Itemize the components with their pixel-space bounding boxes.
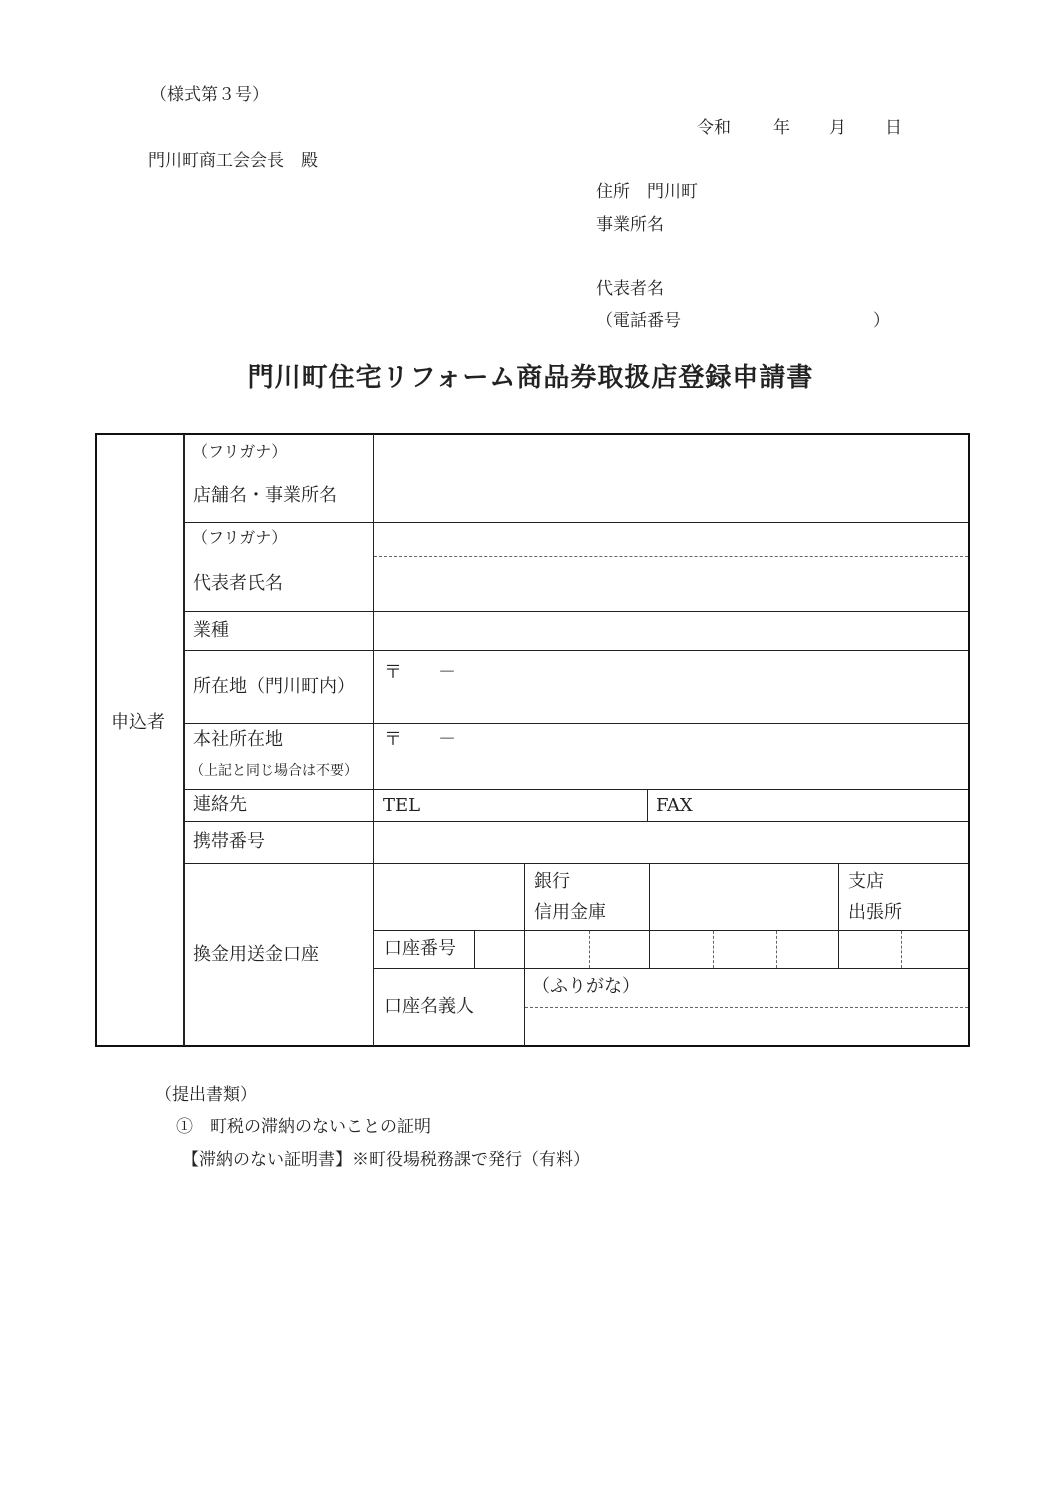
acct-cell-line-0 (474, 931, 475, 968)
row-line-4 (184, 723, 968, 724)
bank-account-label: 換金用送金口座 (193, 944, 319, 965)
contact-label: 連絡先 (193, 794, 247, 815)
industry-label: 業種 (193, 620, 229, 641)
bank-col-1 (524, 864, 525, 930)
bank-label: 銀行 (534, 871, 570, 892)
shop-name-label: 店舗名・事業所名 (193, 485, 337, 506)
acct-cell-line-2 (649, 931, 650, 968)
tel-fax-divider (647, 790, 648, 821)
credit-union-label: 信用金庫 (534, 902, 606, 923)
submission-docs-heading: （提出書類） (155, 1085, 257, 1105)
holder-dash (525, 1007, 968, 1008)
representative-label: 代表者名 (596, 279, 664, 299)
applicant-label: 申込者 (111, 712, 165, 733)
acct-cell-line-3 (838, 931, 839, 968)
acct-cell-dash-1 (589, 931, 590, 968)
date-year: 年 (773, 118, 790, 138)
col-line-label (373, 434, 374, 1046)
form-number: （様式第３号） (150, 85, 269, 105)
sub-branch-label: 出張所 (848, 902, 902, 923)
acct-cell-dash-4 (901, 931, 902, 968)
postal-mark-1: 〒 － (384, 662, 456, 683)
row-dash-furigana (374, 556, 968, 557)
bank-col-3 (838, 864, 839, 930)
row-line-2 (184, 611, 968, 612)
row-line-1 (184, 522, 968, 523)
acct-cell-line-1 (524, 931, 525, 968)
bank-col-2 (649, 864, 650, 930)
submission-doc-note: 【滞納のない証明書】※町役場税務課で発行（有料） (182, 1150, 590, 1170)
acct-cell-dash-2 (713, 931, 714, 968)
date-era: 令和 (697, 118, 731, 138)
account-holder-label: 口座名義人 (384, 996, 474, 1017)
hq-note: （上記と同じ場合は不要） (190, 763, 358, 779)
row-line-3 (184, 650, 968, 651)
fax-label: FAX (656, 795, 693, 816)
furigana-hiragana-label: （ふりがな） (532, 976, 640, 997)
account-number-label: 口座番号 (384, 938, 456, 959)
hq-location-label: 本社所在地 (193, 729, 283, 750)
date-day: 日 (885, 118, 902, 138)
row-line-5 (184, 789, 968, 790)
tel-label: TEL (383, 795, 421, 816)
acct-cell-dash-3 (776, 931, 777, 968)
furigana-label-1: （フリガナ） (192, 442, 288, 461)
office-name-label: 事業所名 (596, 215, 664, 235)
bank-row-line-2 (374, 968, 968, 969)
bank-row-line-1 (374, 930, 968, 931)
date-month: 月 (829, 118, 846, 138)
row-line-7 (184, 863, 968, 864)
address-label: 住所 門川町 (596, 182, 698, 202)
col-line-applicant (183, 434, 185, 1046)
document-title: 門川町住宅リフォーム商品券取扱店登録申請書 (247, 363, 814, 393)
location-label: 所在地（門川町内） (193, 676, 355, 697)
phone-label: （電話番号 (596, 311, 681, 331)
mobile-label: 携帯番号 (193, 831, 265, 852)
submission-doc-1: ① 町税の滞納のないことの証明 (176, 1117, 431, 1137)
addressee: 門川町商工会会長 殿 (148, 151, 318, 171)
postal-mark-2: 〒 － (384, 729, 456, 750)
row-line-6 (184, 821, 968, 822)
phone-close-paren: ） (873, 311, 890, 331)
furigana-label-2: （フリガナ） (192, 528, 288, 547)
branch-label: 支店 (848, 871, 884, 892)
rep-name-label: 代表者氏名 (193, 573, 283, 594)
